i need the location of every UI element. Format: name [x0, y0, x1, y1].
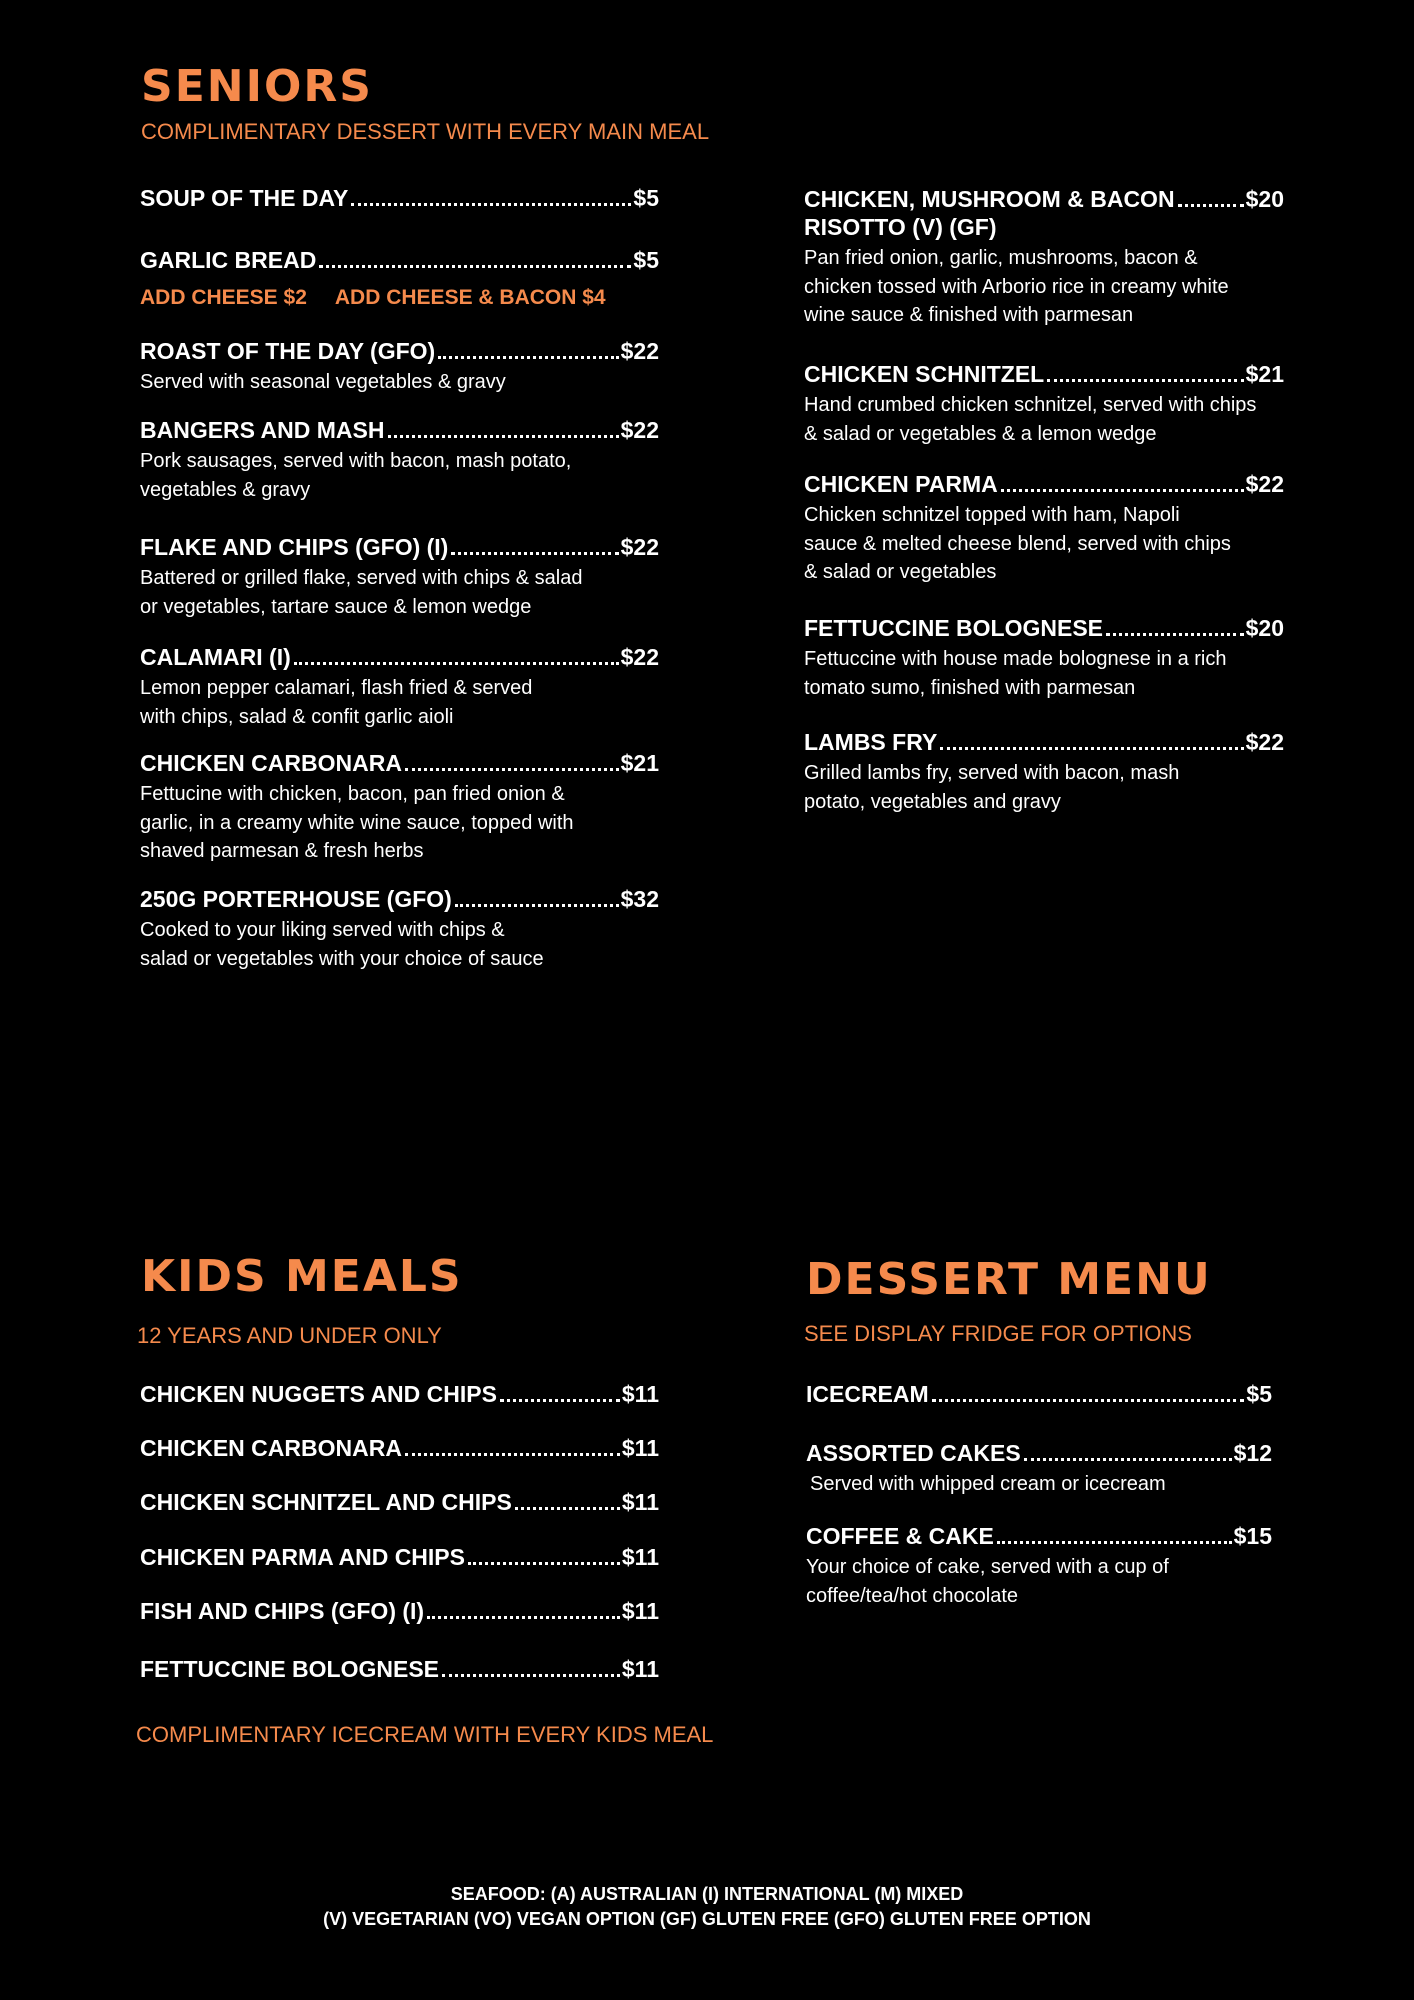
- dot-leader: [1001, 489, 1244, 492]
- addon-cheese: ADD CHEESE $2: [140, 286, 307, 309]
- item-description: Chicken schnitzel topped with ham, Napoli sauce & melted cheese blend, served with chips & salad or vegetables: [804, 504, 1231, 583]
- item-description: Pan fried onion, garlic, mushrooms, bacon & chicken tossed with Arborio rice in creamy white wine sauce & finished with parmesan: [804, 247, 1229, 326]
- menu-item: [140, 1380, 659, 1408]
- item-price: $11: [621, 1489, 659, 1515]
- item-description: Served with whipped cream or icecream: [810, 1473, 1166, 1495]
- item-name: CHICKEN PARMA: [804, 471, 998, 497]
- item-description: Battered or grilled flake, served with chips & salad or vegetables, tartare sauce & lemon wedge: [140, 567, 583, 618]
- item-name: BANGERS AND MASH: [140, 417, 385, 443]
- item-description: Hand crumbed chicken schnitzel, served with chips & salad or vegetables & a lemon wedge: [804, 394, 1257, 445]
- menu-item: [140, 1597, 659, 1625]
- item-price: $5: [1246, 1381, 1272, 1407]
- item-price: $11: [621, 1435, 659, 1461]
- item-name: CHICKEN PARMA AND CHIPS: [140, 1544, 465, 1570]
- seniors-subtitle: COMPLIMENTARY DESSERT WITH EVERY MAIN MEAL: [141, 119, 710, 144]
- menu-item: [140, 246, 659, 310]
- dot-leader: [1047, 379, 1243, 382]
- seniors-title: SENIORS: [141, 61, 373, 112]
- item-price: $21: [620, 750, 659, 776]
- legend-seafood: SEAFOOD: (A) AUSTRALIAN (I) INTERNATIONAL (M) MIXED: [450, 1884, 964, 1904]
- dot-leader: [997, 1541, 1232, 1544]
- dot-leader: [451, 552, 618, 555]
- item-name: LAMBS FRY: [804, 729, 938, 755]
- menu-item: [140, 643, 659, 731]
- dot-leader: [1106, 633, 1244, 636]
- menu-item: [804, 185, 1284, 330]
- item-name: CHICKEN SCHNITZEL: [804, 361, 1045, 387]
- dot-leader: [442, 1674, 620, 1677]
- item-name: SOUP OF THE DAY: [140, 185, 349, 211]
- dot-leader: [515, 1507, 620, 1510]
- item-description: Your choice of cake, served with a cup of coffee/tea/hot chocolate: [806, 1556, 1169, 1607]
- menu-item: [806, 1522, 1272, 1610]
- item-price: $21: [1245, 361, 1284, 387]
- item-price: $22: [620, 417, 659, 443]
- dot-leader: [351, 203, 631, 206]
- item-price: $11: [621, 1656, 659, 1682]
- dot-leader: [1024, 1458, 1232, 1461]
- item-name: 250G PORTERHOUSE (GFO): [140, 886, 452, 912]
- dot-leader: [500, 1399, 620, 1402]
- item-name: GARLIC BREAD: [140, 247, 317, 273]
- dot-leader: [468, 1562, 620, 1565]
- menu-item: [806, 1439, 1272, 1499]
- menu-item: [804, 728, 1284, 816]
- item-description: Grilled lambs fry, served with bacon, mash potato, vegetables and gravy: [804, 762, 1180, 813]
- menu-item: [804, 470, 1284, 587]
- item-price: $11: [621, 1544, 659, 1570]
- menu-item: [804, 360, 1284, 448]
- item-price: $5: [633, 185, 659, 211]
- item-name: COFFEE & CAKE: [806, 1523, 994, 1549]
- dot-leader: [294, 662, 619, 665]
- dot-leader: [427, 1616, 620, 1619]
- item-description: Fettucine with chicken, bacon, pan fried onion & garlic, in a creamy white wine sauce, topped with shaved parmesan & fresh herbs: [140, 783, 574, 862]
- item-price: $11: [621, 1598, 659, 1624]
- item-price: $22: [620, 534, 659, 560]
- dot-leader: [405, 768, 619, 771]
- item-name: CHICKEN CARBONARA: [140, 1435, 402, 1461]
- item-price: $20: [1245, 186, 1284, 212]
- kids-subtitle: 12 YEARS AND UNDER ONLY: [137, 1323, 442, 1348]
- dot-leader: [405, 1453, 620, 1456]
- item-price: $15: [1233, 1523, 1272, 1549]
- addons: [140, 286, 659, 310]
- dot-leader: [455, 904, 619, 907]
- legend-dietary: (V) VEGETARIAN (VO) VEGAN OPTION (GF) GLUTEN FREE (GFO) GLUTEN FREE OPTION: [323, 1909, 1091, 1929]
- menu-item: [140, 749, 659, 866]
- item-price: $5: [633, 247, 659, 273]
- menu-item: [140, 1655, 659, 1683]
- item-name: FETTUCCINE BOLOGNESE: [804, 615, 1104, 641]
- item-price: $11: [621, 1381, 659, 1407]
- item-name: CHICKEN SCHNITZEL AND CHIPS: [140, 1489, 512, 1515]
- item-price: $22: [1245, 729, 1284, 755]
- menu-item: [140, 1434, 659, 1462]
- dot-leader: [932, 1399, 1245, 1402]
- dot-leader: [1178, 204, 1244, 207]
- item-name: FLAKE AND CHIPS (GFO) (I): [140, 534, 449, 560]
- item-name: ASSORTED CAKES: [806, 1440, 1021, 1466]
- kids-title: KIDS MEALS: [141, 1251, 463, 1302]
- dot-leader: [438, 356, 618, 359]
- menu-item: [140, 1488, 659, 1516]
- menu-item: [140, 1543, 659, 1571]
- kids-note: COMPLIMENTARY ICECREAM WITH EVERY KIDS MEAL: [136, 1722, 714, 1747]
- menu-item: [140, 416, 659, 504]
- item-name: FETTUCCINE BOLOGNESE: [140, 1656, 440, 1682]
- item-name: CALAMARI (I): [140, 644, 291, 670]
- menu-item: [806, 1380, 1272, 1408]
- dessert-title: DESSERT MENU: [806, 1254, 1212, 1305]
- item-price: $32: [620, 886, 659, 912]
- item-description: Fettuccine with house made bolognese in a rich tomato sumo, finished with parmesan: [804, 648, 1227, 699]
- item-name: CHICKEN, MUSHROOM & BACON: [804, 186, 1175, 212]
- item-price: $22: [620, 644, 659, 670]
- menu-item: [140, 184, 659, 212]
- item-name: CHICKEN CARBONARA: [140, 750, 402, 776]
- item-name-line2: RISOTTO (V) (GF): [804, 214, 997, 240]
- item-name: FISH AND CHIPS (GFO) (I): [140, 1598, 425, 1624]
- item-description: Lemon pepper calamari, flash fried & served with chips, salad & confit garlic aioli: [140, 677, 533, 728]
- dessert-subtitle: SEE DISPLAY FRIDGE FOR OPTIONS: [804, 1321, 1192, 1346]
- dot-leader: [319, 265, 631, 268]
- menu-item: [804, 614, 1284, 702]
- item-description: Served with seasonal vegetables & gravy: [140, 371, 506, 393]
- item-name: CHICKEN NUGGETS AND CHIPS: [140, 1381, 497, 1407]
- item-price: $20: [1245, 615, 1284, 641]
- item-description: Cooked to your liking served with chips & salad or vegetables with your choice of sauce: [140, 919, 544, 970]
- addon-cheese-bacon: ADD CHEESE & BACON $4: [334, 286, 606, 309]
- menu-item: [140, 337, 659, 397]
- menu-item: [140, 533, 659, 621]
- item-price: $12: [1233, 1440, 1272, 1466]
- item-description: Pork sausages, served with bacon, mash potato, vegetables & gravy: [140, 450, 572, 501]
- item-price: $22: [1245, 471, 1284, 497]
- item-name: ROAST OF THE DAY (GFO): [140, 338, 436, 364]
- item-price: $22: [620, 338, 659, 364]
- item-name: ICECREAM: [806, 1381, 929, 1407]
- menu-item: [140, 885, 659, 973]
- dot-leader: [388, 435, 619, 438]
- dot-leader: [940, 747, 1243, 750]
